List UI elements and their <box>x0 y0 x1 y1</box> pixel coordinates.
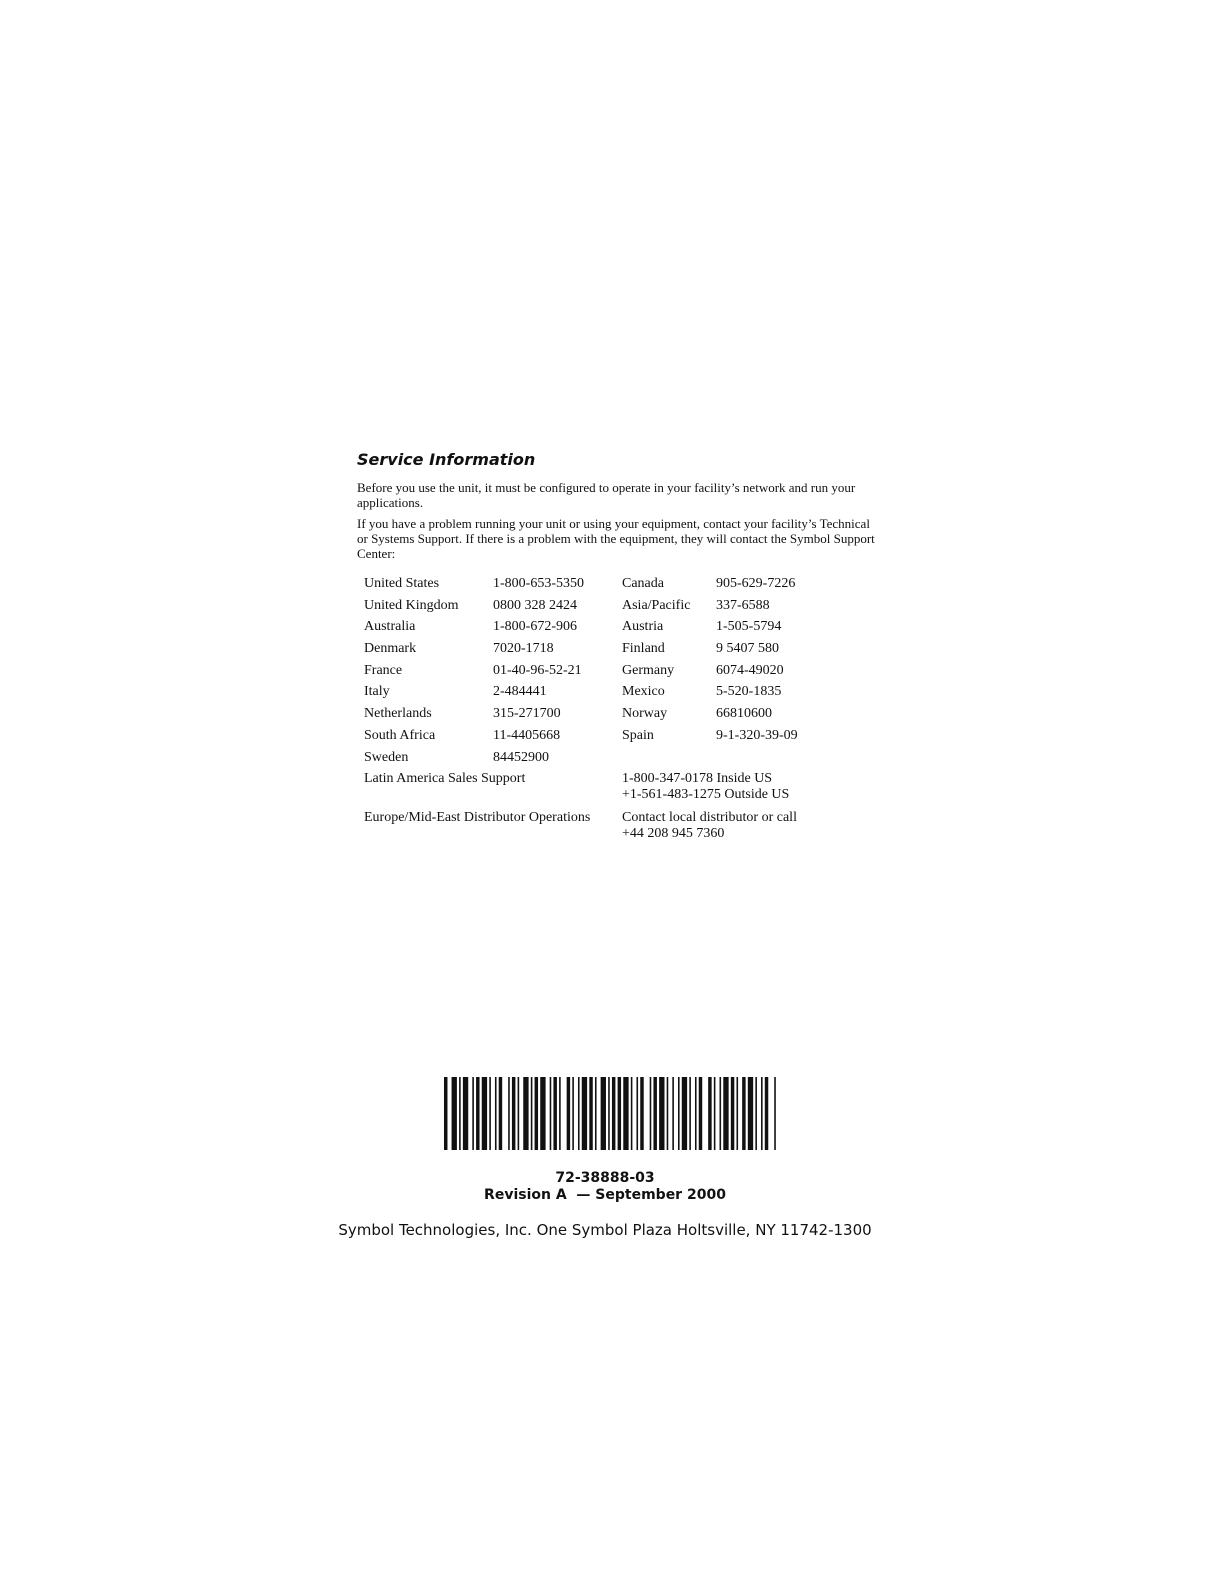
barcode-bar <box>444 1077 447 1150</box>
europe-contact-row <box>364 810 864 842</box>
phone-number: 5-520-1835 <box>716 684 782 700</box>
table-row <box>364 748 864 770</box>
barcode-bar <box>636 1077 638 1150</box>
barcode-bar <box>623 1077 628 1150</box>
barcode-bar <box>667 1077 669 1150</box>
country-name: Norway <box>622 706 668 722</box>
barcode-bar <box>578 1077 580 1150</box>
phone-number: 9-1-320-39-09 <box>716 727 798 743</box>
intro-paragraph: Before you use the unit, it must be configured to operate in your facility’s network and run your applications. <box>357 480 856 510</box>
barcode-bar <box>723 1077 728 1150</box>
country-name: Mexico <box>622 684 665 700</box>
barcode-bar <box>559 1077 561 1150</box>
table-row <box>364 682 864 704</box>
contact-numbers <box>622 810 862 842</box>
barcode-bar <box>682 1077 687 1150</box>
country-name: France <box>364 662 403 678</box>
barcode-bar <box>659 1077 664 1150</box>
phone-number: +44 208 945 7360 <box>622 826 725 842</box>
phone-number: 1-800-672-906 <box>493 619 577 635</box>
barcode-bar <box>472 1077 474 1150</box>
barcode-bar <box>523 1077 528 1150</box>
barcode-bar <box>672 1077 674 1150</box>
table-row <box>364 661 864 683</box>
phone-number: 905-629-7226 <box>716 576 796 591</box>
barcode-bar <box>499 1077 502 1150</box>
table-row <box>364 574 864 596</box>
phone-number: 66810600 <box>716 706 772 722</box>
contact-label: Europe/Mid-East Distributor Operations <box>364 810 591 826</box>
barcode-bar <box>731 1077 734 1150</box>
barcode-bar <box>678 1077 680 1150</box>
phone-number: 0800 328 2424 <box>493 597 577 613</box>
barcode-bar <box>489 1077 491 1150</box>
phone-number: 337-6588 <box>716 597 770 613</box>
barcode-bar <box>708 1077 711 1150</box>
phone-number: 1-505-5794 <box>716 619 782 635</box>
barcode-bar <box>714 1077 716 1150</box>
phone-number: 6074-49020 <box>716 662 784 678</box>
phone-number <box>716 748 836 770</box>
barcode-bar <box>582 1077 587 1150</box>
barcode-bar <box>531 1077 533 1150</box>
barcode-bar <box>774 1077 776 1150</box>
country-name: Austria <box>622 619 664 635</box>
barcode-bar <box>765 1077 768 1150</box>
latin-america-contact-row <box>364 771 864 803</box>
phone-number: 11-4405668 <box>493 727 561 743</box>
phone-number: 9 5407 580 <box>716 641 779 657</box>
revision-date: Revision A — September 2000 <box>484 1187 726 1203</box>
table-row <box>364 639 864 661</box>
barcode-bar <box>595 1077 597 1150</box>
contact-instruction: Contact local distributor or call <box>622 810 797 826</box>
barcode-bar <box>736 1077 738 1150</box>
country-name: Spain <box>622 727 654 743</box>
country-name: United States <box>364 576 440 591</box>
contact-numbers <box>622 771 862 803</box>
service-information-section <box>357 450 877 567</box>
barcode-bar <box>653 1077 656 1150</box>
country-name: Finland <box>622 641 665 657</box>
barcode-bar <box>695 1077 697 1150</box>
barcode-bar <box>572 1077 574 1150</box>
barcode-bar <box>601 1077 606 1150</box>
phone-number: 7020-1718 <box>493 641 554 657</box>
document-identification <box>400 1170 810 1204</box>
barcode-bar <box>589 1077 592 1150</box>
barcode-bar <box>535 1077 538 1150</box>
barcode-bar <box>612 1077 615 1150</box>
country-name: Denmark <box>364 641 417 657</box>
barcode-bar <box>512 1077 515 1150</box>
barcode-bar <box>508 1077 510 1150</box>
country-name: Asia/Pacific <box>622 597 691 613</box>
barcode-bar <box>748 1077 753 1150</box>
country-name: Italy <box>364 684 390 700</box>
country-name: Canada <box>622 576 664 591</box>
phone-number: 01-40-96-52-21 <box>493 662 582 678</box>
barcode-bar <box>720 1077 722 1150</box>
company-address: Symbol Technologies, Inc. One Symbol Plaza Holtsville, NY 11742-1300 <box>338 1221 872 1239</box>
barcode <box>444 1077 778 1150</box>
support-paragraph: If you have a problem running your unit or using your equipment, contact your facility’s Technical or Systems Support. If there is a problem with the equipment, they will contact the Symbol Support Center: <box>357 516 875 561</box>
barcode-bar <box>495 1077 497 1150</box>
phone-number: 84452900 <box>493 749 549 765</box>
barcode-bar <box>567 1077 570 1150</box>
phone-number: 2-484441 <box>493 684 547 700</box>
barcode-bar <box>689 1077 691 1150</box>
barcode-bar <box>452 1077 457 1150</box>
barcode-bar <box>608 1077 610 1150</box>
country-name: Australia <box>364 619 416 635</box>
table-row <box>364 726 864 748</box>
phone-number: 1-800-653-5350 <box>493 576 584 591</box>
barcode-bar <box>550 1077 552 1150</box>
barcode-bar <box>518 1077 520 1150</box>
phone-number: 315-271700 <box>493 706 561 722</box>
country-name: Germany <box>622 662 675 678</box>
barcode-bar <box>761 1077 763 1150</box>
barcode-bar <box>755 1077 757 1150</box>
barcode-bar <box>699 1077 702 1150</box>
phone-inside-us: 1-800-347-0178 Inside US <box>622 771 773 787</box>
country-name <box>622 748 716 770</box>
barcode-bar <box>553 1077 556 1150</box>
country-name: Netherlands <box>364 706 432 722</box>
barcode-bar <box>742 1077 745 1150</box>
contact-label: Latin America Sales Support <box>364 771 526 787</box>
barcode-bar <box>476 1077 479 1150</box>
table-row <box>364 596 864 618</box>
support-contacts-table <box>364 574 864 842</box>
table-row <box>364 704 864 726</box>
section-title: Service Information <box>357 450 536 469</box>
barcode-bar <box>482 1077 487 1150</box>
country-name: United Kingdom <box>364 597 459 613</box>
table-row <box>364 617 864 639</box>
barcode-bar <box>640 1077 643 1150</box>
barcode-bar <box>459 1077 461 1150</box>
barcode-bar <box>650 1077 652 1150</box>
phone-outside-us: +1-561-483-1275 Outside US <box>622 787 790 803</box>
country-name: Sweden <box>364 749 409 765</box>
barcode-bar <box>631 1077 633 1150</box>
barcode-bar <box>463 1077 468 1150</box>
country-name: South Africa <box>364 727 436 743</box>
part-number: 72-38888-03 <box>555 1170 655 1186</box>
barcode-bar <box>618 1077 621 1150</box>
barcode-bar <box>540 1077 545 1150</box>
